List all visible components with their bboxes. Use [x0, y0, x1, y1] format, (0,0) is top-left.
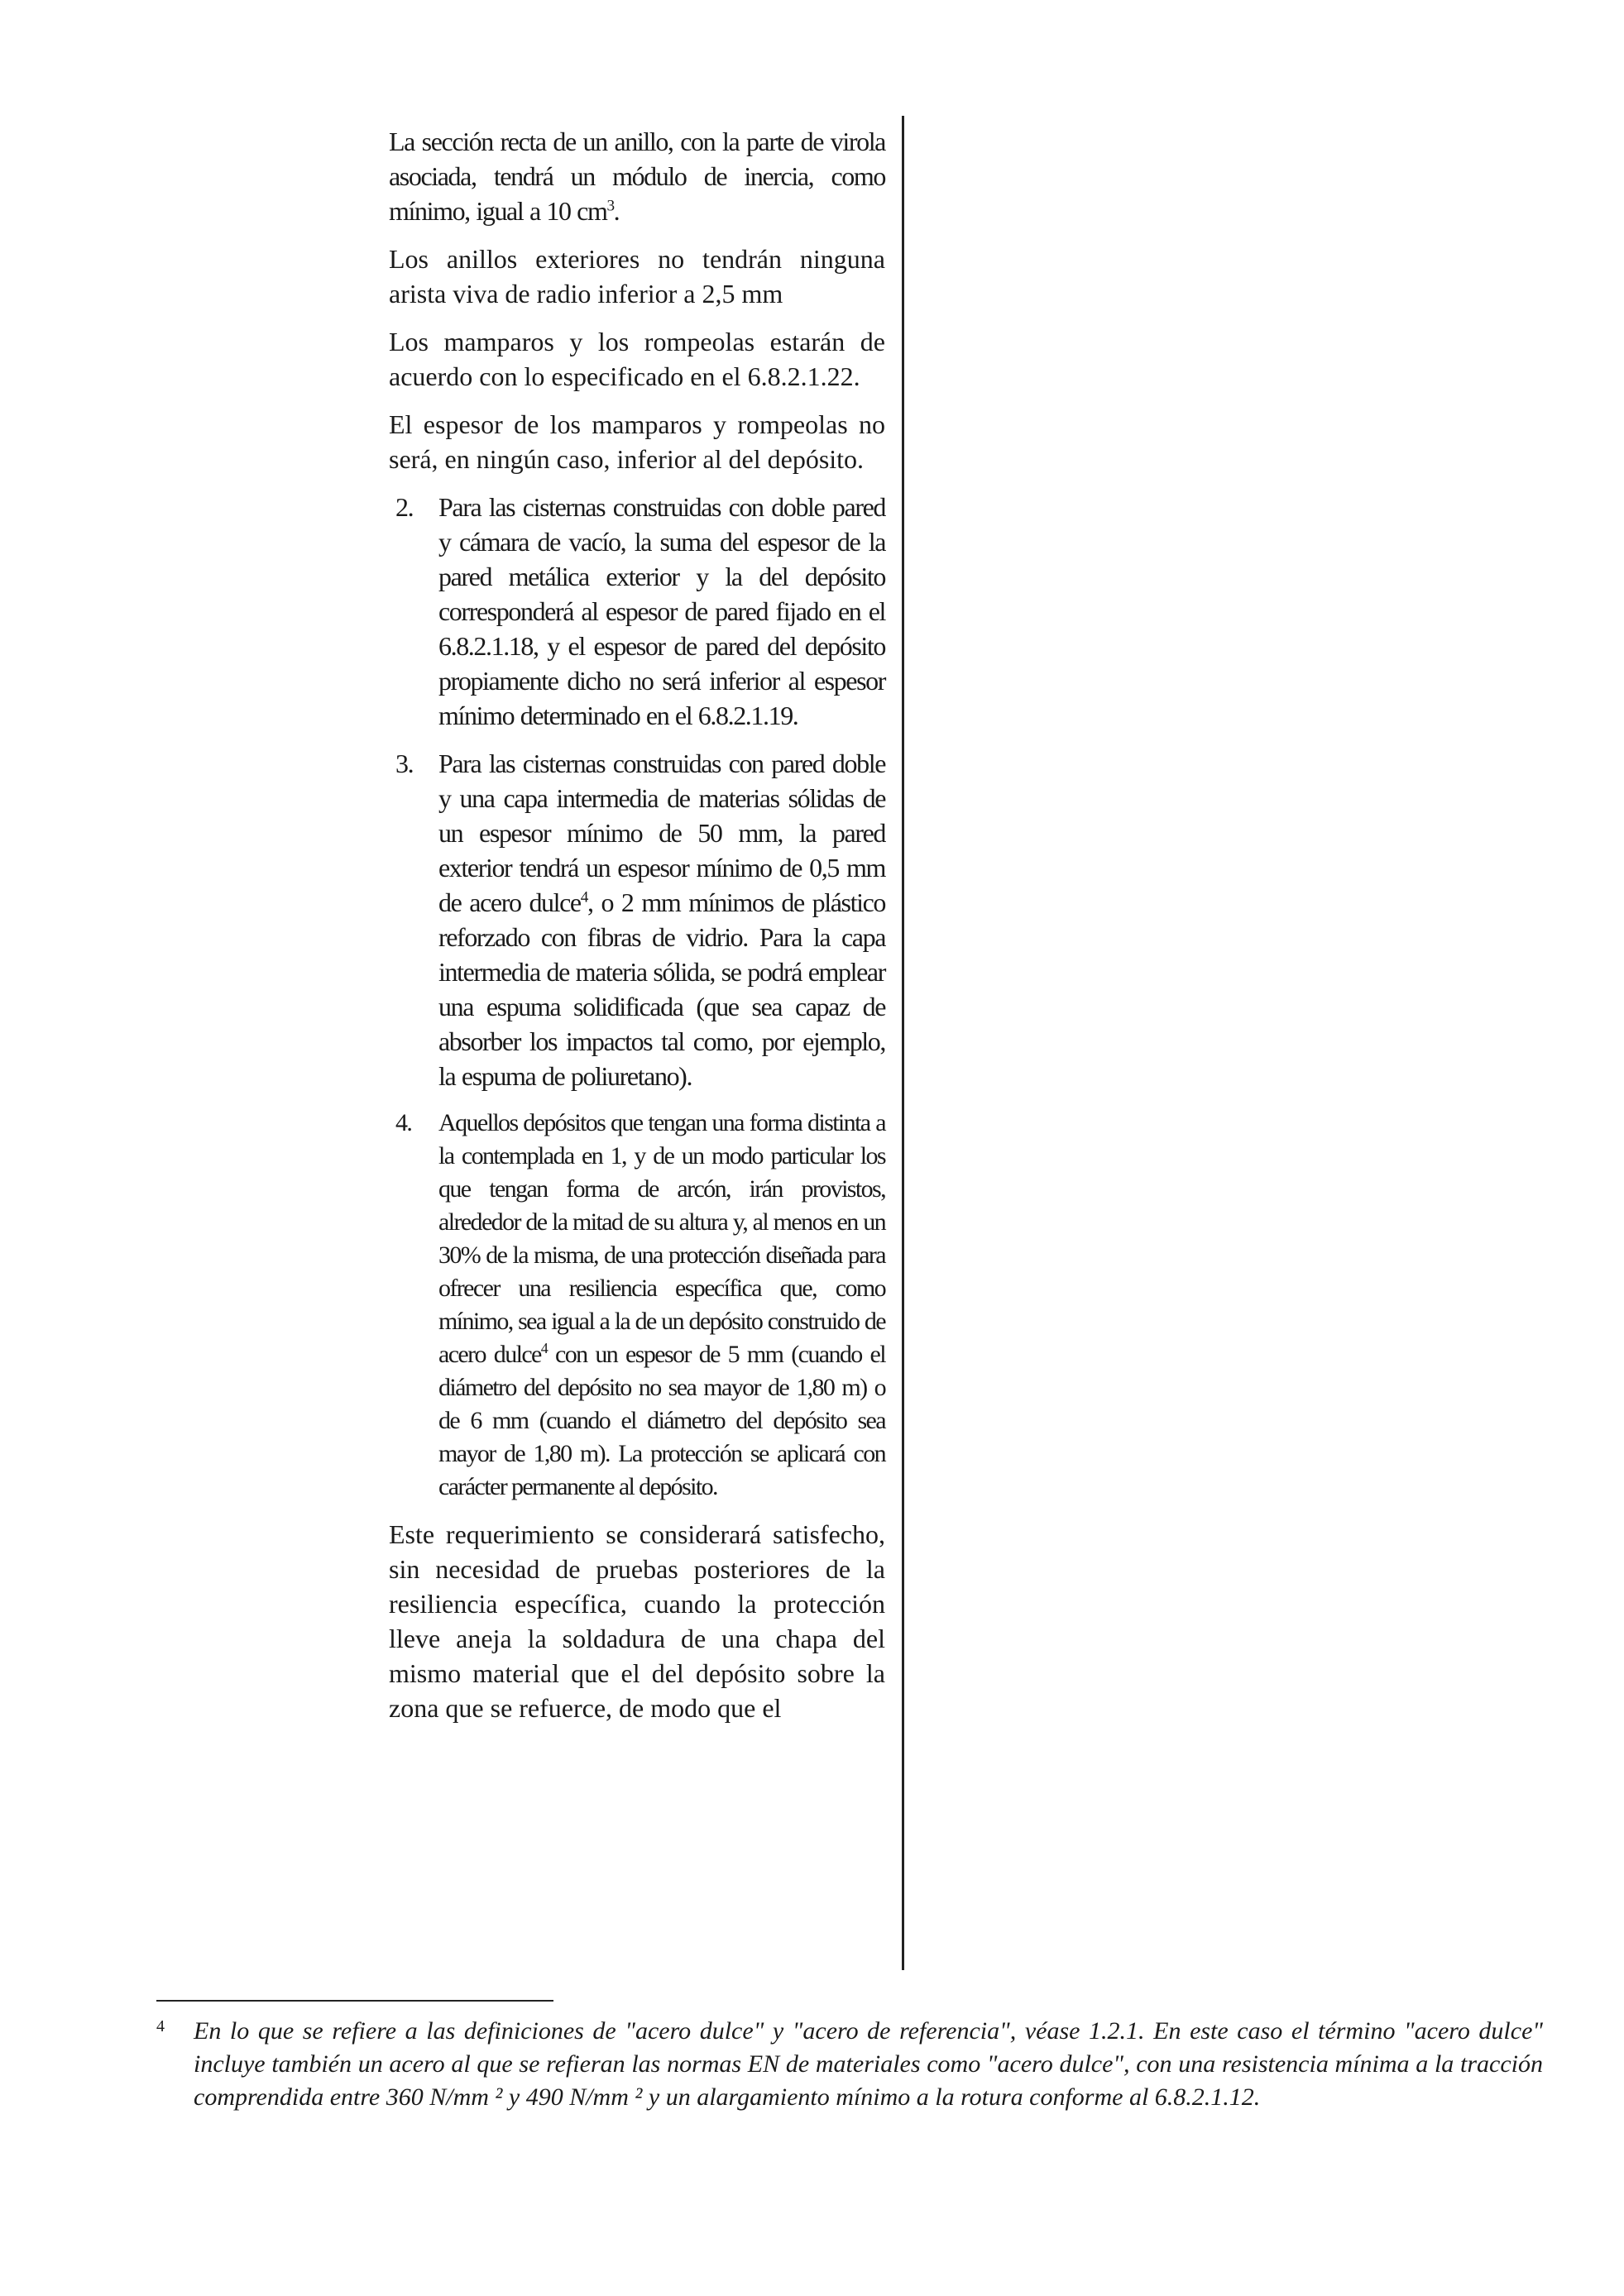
list-item-text: Para las cisternas construidas con doble pared y cámara de vacío, la suma del espesor de la pared metálica exterior y la del depósito corresponderá al espesor de pared fijado en el 6.8.2.1.18, y el espesor de pared del depósito propiamente dicho no será inferior al espesor mínimo determinado en el 6.8.2.1.19.	[438, 492, 885, 730]
footnote-reference: 4	[540, 1340, 548, 1356]
list-item-text-cont: , o 2 mm mínimos de plástico reforzado con fibras de vidrio. Para la capa intermedia de materia sólida, se podrá emplear una espuma solidificada (que sea capaz de absorber los impactos tal como, por ejemplo, la espuma de poliuretano).	[438, 887, 885, 1091]
list-item-text: Aquellos depósitos que tengan una forma distinta a la contemplada en 1, y de un modo particular los que tengan forma de arcón, irán provistos, alrededor de la mitad de su altura y, al menos en un 30% de la misma, de una protección diseñada para ofrecer una resiliencia específica que, como mínimo, sea igual a la de un depósito construido de acero dulce	[438, 1109, 885, 1368]
list-item	[389, 746, 885, 1093]
list-item-text: Para las cisternas construidas con pared doble y una capa intermedia de materias sólidas de un espesor mínimo de 50 mm, la pared exterior tendrá un espesor mínimo de 0,5 mm de acero dulce	[438, 749, 885, 917]
paragraph-requirement: Este requerimiento se considerará satisfecho, sin necesidad de pruebas posteriores de la resiliencia específica, cuando la protección lleve aneja la soldadura de una chapa del mismo material que el del depósito sobre la zona que se refuerce, de modo que el	[389, 1519, 885, 1723]
change-bar	[902, 116, 904, 1970]
footnote	[156, 2015, 1543, 2114]
list-item	[389, 490, 885, 733]
superscript: 3	[606, 197, 614, 215]
footnote-separator	[156, 2000, 553, 2002]
list-item-number: 3.	[395, 749, 414, 778]
paragraph-bulkheads: Los mamparos y los rompeolas estarán de acuerdo con lo especificado en el 6.8.2.1.22.	[389, 327, 885, 391]
list-item-text-cont: con un espesor de 5 mm (cuando el diámetro del depósito no sea mayor de 1,80 m) o de 6 mm (cuando el diámetro del depósito sea mayor de 1,80 m). La protección se aplicará con carácter permanente al depósito.	[438, 1341, 885, 1500]
paragraph-text: La sección recta de un anillo, con la parte de virola asociada, tendrá un módulo de inercia, como mínimo, igual a 10 cm	[389, 127, 885, 226]
paragraph-end: .	[613, 196, 620, 226]
footnote-mark: 4	[156, 2017, 165, 2035]
footnote-reference: 4	[580, 888, 587, 906]
paragraph-outer-rings: Los anillos exteriores no tendrán ninguna arista viva de radio inferior a 2,5 mm	[389, 244, 885, 309]
footnote-text: En lo que se refiere a las definiciones de "acero dulce" y "acero de referencia", véase 1.2.1. En este caso el término "acero dulce" incluye también un acero al que se refieran las normas EN de materiales como "acero dulce", con una resistencia mínima a la tracción comprendida entre 360 N/mm ² y 490 N/mm ² y un alargamiento mínimo a la rotura conforme al 6.8.2.1.12.	[194, 2017, 1543, 2111]
list-item	[389, 1107, 885, 1504]
list-item-number: 4.	[395, 1109, 412, 1136]
paragraph-bulkhead-thickness: El espesor de los mamparos y rompeolas no será, en ningún caso, inferior al del depósito.	[389, 409, 885, 474]
list-item-number: 2.	[395, 492, 414, 522]
main-text-column	[389, 124, 885, 1739]
paragraph-ring-section	[389, 124, 885, 228]
